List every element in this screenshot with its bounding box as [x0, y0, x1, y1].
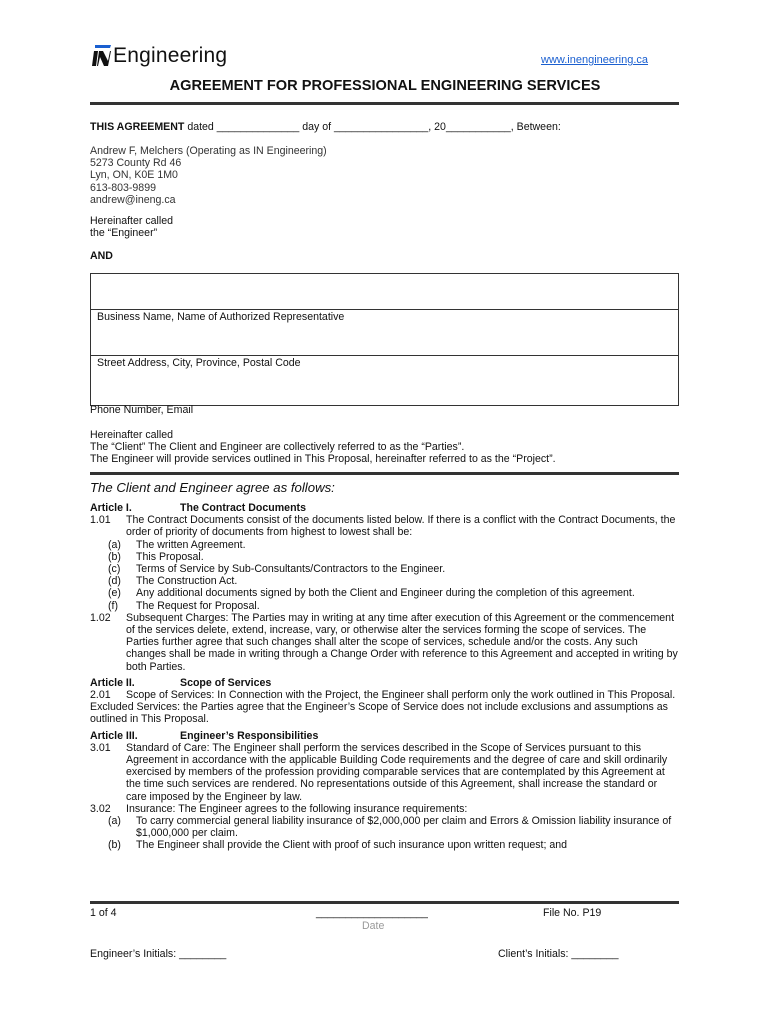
item-text: Any additional documents signed by both the Client and Engineer during the completion of this agreement.: [136, 587, 635, 600]
client-called-line: Hereinafter called: [90, 429, 174, 441]
phone-email-label: Phone Number, Email: [90, 404, 194, 416]
list-item: [90, 551, 678, 563]
list-item: [90, 839, 678, 851]
engineer-line: Lyn, ON, K0E 1M0: [90, 169, 178, 182]
clause-3-02: [90, 803, 678, 815]
item-number: (e): [108, 587, 121, 600]
clause-number: 1.01: [90, 514, 111, 527]
company-logo: [91, 44, 227, 68]
client-initials[interactable]: Client’s Initials: ________: [498, 948, 619, 960]
agreement-lead: THIS AGREEMENT: [90, 121, 185, 133]
article-3-heading: [90, 730, 678, 742]
engineer-hereinafter: [90, 215, 680, 239]
engineer-line: Andrew F, Melchers (Operating as IN Engineering): [90, 145, 327, 157]
article-title: The Contract Documents: [180, 502, 306, 514]
item-text: The Engineer shall provide the Client with proof of such insurance upon written request; and: [136, 839, 568, 852]
clause-text: The Contract Documents consist of the documents listed below. If there is a conflict with the Contract Documents, the order of priority of documents from highest to lowest shall be:: [126, 514, 676, 539]
list-item: [90, 539, 678, 551]
item-text: Terms of Service by Sub-Consultants/Contractors to the Engineer.: [136, 563, 446, 576]
item-number: (f): [108, 599, 118, 612]
clause-1-02: [90, 612, 678, 673]
clause-number: 2.01: [90, 689, 111, 702]
agreement-rest: dated ______________ day of ________________, 20___________, Between:: [184, 121, 561, 133]
in-logo-icon: [91, 45, 111, 67]
item-text: The written Agreement.: [136, 538, 246, 551]
article-1-heading: [90, 502, 678, 514]
client-name-field[interactable]: [91, 309, 678, 323]
item-number: (c): [108, 563, 121, 576]
item-text: To carry commercial general liability insurance of $2,000,000 per claim and Errors & Omission liability insurance of $1,000,000 per claim.: [136, 815, 672, 840]
clause-1-01: [90, 514, 678, 538]
list-item: [90, 587, 678, 599]
footer-divider: [90, 901, 679, 904]
hereinafter-line: Hereinafter called: [90, 215, 174, 227]
item-text: The Request for Proposal.: [136, 599, 260, 612]
business-label: Business Name, Name of Authorized Representative: [97, 311, 345, 323]
address-label: Street Address, City, Province, Postal Code: [97, 357, 301, 369]
item-text: This Proposal.: [136, 550, 204, 563]
list-item: [90, 815, 678, 839]
website-link[interactable]: www.inengineering.ca: [541, 54, 649, 66]
engineer-info: [90, 145, 680, 206]
client-called-line: The Engineer will provide services outlined in This Proposal, hereinafter referred to as the “Project”.: [90, 453, 556, 466]
item-text: The Construction Act.: [136, 575, 238, 588]
excluded-services: Excluded Services: the Parties agree that the Engineer’s Scope of Service does not include exclusions and assumptions as outlined in This Proposal.: [90, 701, 668, 726]
article-number: Article I.: [90, 502, 132, 514]
engineer-line: 613-803-9899: [90, 181, 156, 194]
clause-number: 3.01: [90, 741, 111, 754]
item-number: (a): [108, 815, 121, 828]
client-hereinafter: [90, 429, 680, 466]
clause-text: Insurance: The Engineer agrees to the following insurance requirements:: [126, 802, 468, 815]
page-number: 1 of 4: [90, 907, 117, 919]
title-divider: [90, 102, 679, 105]
file-number: File No. P19: [543, 907, 602, 919]
clause-2-01: [90, 689, 678, 701]
date-label: Date: [362, 920, 385, 932]
agree-heading: The Client and Engineer agree as follows:: [90, 480, 335, 495]
item-number: (b): [108, 839, 121, 852]
engineer-line: andrew@ineng.ca: [90, 193, 176, 206]
clause-number: 3.02: [90, 802, 111, 815]
engineer-initials[interactable]: Engineer’s Initials: ________: [90, 948, 227, 960]
date-signature-line[interactable]: ___________________: [316, 907, 428, 919]
and-label: AND: [90, 250, 113, 262]
engineer-line: 5273 County Rd 46: [90, 157, 182, 170]
article-number: Article III.: [90, 729, 138, 742]
clause-3-01: [90, 742, 678, 803]
list-item: [90, 563, 678, 575]
clause-number: 1.02: [90, 611, 111, 624]
article-title: Scope of Services: [180, 676, 272, 689]
item-number: (a): [108, 538, 121, 551]
list-item: [90, 600, 678, 612]
client-called-line: The “Client” The Client and Engineer are collectively referred to as the “Parties”.: [90, 441, 465, 454]
client-address-field[interactable]: [91, 355, 678, 369]
document-title: AGREEMENT FOR PROFESSIONAL ENGINEERING SERVICES: [169, 78, 601, 94]
hereinafter-line: the “Engineer”: [90, 227, 158, 240]
article-number: Article II.: [90, 676, 135, 689]
item-number: (b): [108, 550, 121, 563]
article-2-heading: [90, 677, 678, 689]
section-divider: [90, 472, 679, 475]
article-title: Engineer’s Responsibilities: [180, 729, 319, 742]
client-info-box: [90, 273, 679, 406]
logo-text: Engineering: [113, 44, 228, 67]
list-item: [90, 575, 678, 587]
articles-body: [90, 502, 678, 852]
clause-text: Subsequent Charges: The Parties may in writing at any time after execution of this Agreement or the commencement of the services delete, extend, increase, vary, or otherwise alter the services forming the scope of services. The Parties further agree that such changes shall alter the scope of services, schedule and/or the costs. Any such changes shall be made in writing through a Change Order with reference to this Agreement and accepted in writing by both Parties.: [126, 611, 678, 673]
agreement-date-line: [90, 121, 680, 133]
clause-text: Scope of Services: In Connection with the Project, the Engineer shall perform only the work outlined in This Proposal.: [126, 689, 676, 702]
clause-text: Standard of Care: The Engineer shall perform the services described in the Scope of Services pursuant to this Agreement in accordance with the applicable Building Code requirements and the degree of care and skill ordinarily exercised by members of the profession providing comparable services that are contemplated by this Agreement at the time such services are rendered. No representations outside of this Agreement, shall increase the standard or care imposed by the Engineer by law.: [126, 741, 668, 803]
item-number: (d): [108, 575, 121, 588]
